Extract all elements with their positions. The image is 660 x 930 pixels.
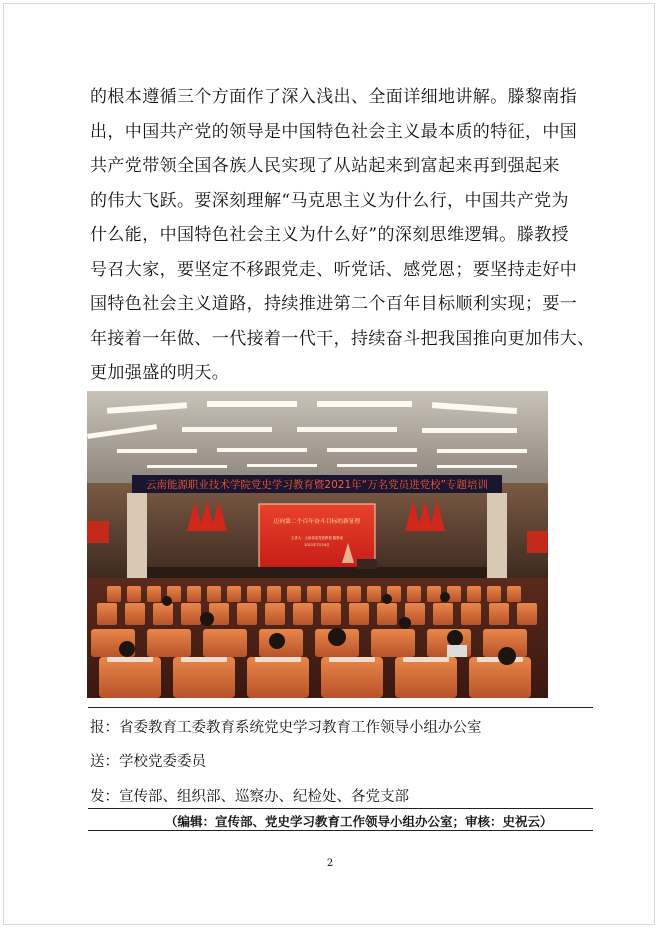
body-line: 年接着一年做、一代接着一代干，持续奋斗把我国推向更加伟大、 [90,328,595,349]
article-body [90,80,595,391]
issue-to: 发：宣传部、组织部、巡察办、纪检处、各党支部 [90,789,409,805]
page-number: 2 [326,858,334,869]
divider-top [88,707,593,708]
body-line: 共产党带领全国各族人民实现了从站起来到富起来再到强起来 [90,156,560,176]
body-line: 的伟大飞跃。要深刻理解“马克思主义为什么行，中国共产党为 [90,190,569,211]
body-line: 的根本遵循三个方面作了深入浅出、全面详细地讲解。滕黎南指 [90,87,578,107]
screen-subtitle: 主讲人：云南省委党校教授 滕黎南 [291,536,343,540]
editor-note: （编辑：宣传部、党史学习教育工作领导小组办公室；审核：史祝云） [165,814,553,829]
divider-bottom [88,830,593,831]
body-line: 国特色社会主义道路，持续推进第二个百年目标顺利实现；要一 [90,294,578,314]
body-line: 更加强盛的明天。 [90,363,230,383]
lecture-hall-photo [87,391,548,698]
stage-banner: 云南能源职业技术学院党史学习教育暨2021年“万名党员进党校”专题培训 [145,479,489,491]
screen-title: 迈向第二个百年奋斗目标的新征程 [273,519,361,525]
body-line: 什么能，中国特色社会主义为什么好”的深刻思维逻辑。滕教授 [90,225,569,245]
send-to: 送：学校党委委员 [90,754,206,770]
divider-middle [88,808,593,809]
body-line: 号召大家，要坚定不移跟党走、听党话、感党恩；要坚持走好中 [90,259,578,280]
screen-date: 2021年7月14日 [304,543,330,547]
body-line: 出，中国共产党的领导是中国特色社会主义最本质的特征，中国 [90,121,578,142]
report-to: 报：省委教育工委教育系统党史学习教育工作领导小组办公室 [90,720,482,736]
